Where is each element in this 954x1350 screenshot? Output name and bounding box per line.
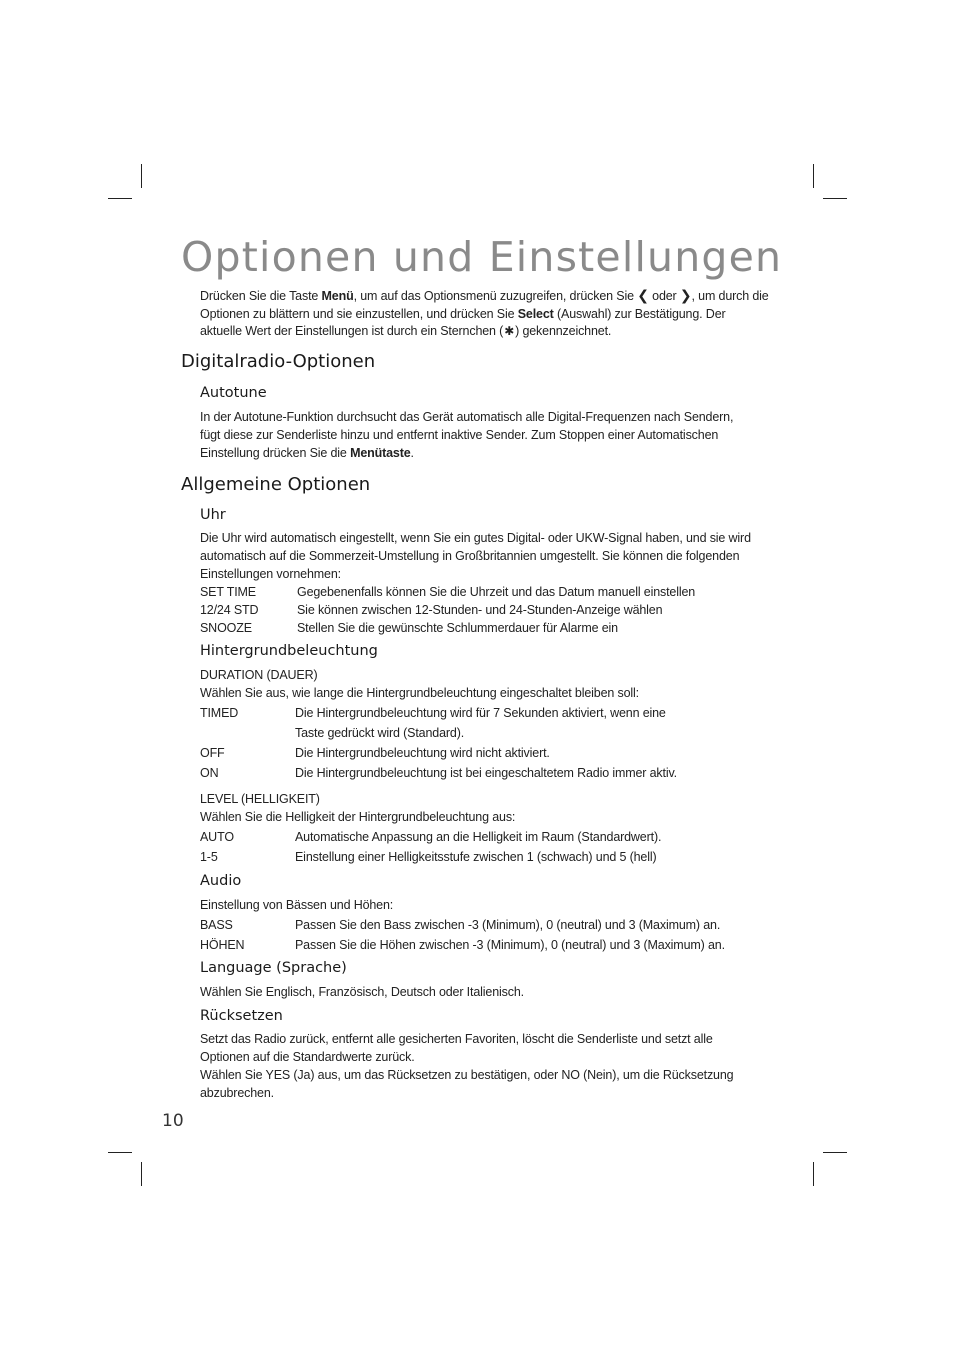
- row-value: Die Hintergrundbeleuchtung wird für 7 Sekunden aktiviert, wenn eine: [295, 706, 666, 720]
- intro-text: Drücken Sie die Taste: [200, 289, 322, 303]
- crop-mark: [108, 198, 132, 199]
- crop-mark: [141, 164, 142, 188]
- crop-mark: [141, 1162, 142, 1186]
- chevron-right-icon: ❯: [679, 287, 692, 303]
- row-value: Die Hintergrundbeleuchtung ist bei eingeschaltetem Radio immer aktiv.: [295, 766, 677, 780]
- reset-text: Wählen Sie YES (Ja) aus, um das Rücksetzen zu bestätigen, oder NO (Nein), um die Rücksetzung abzubrechen.: [200, 1068, 734, 1100]
- clock-row: [200, 601, 780, 619]
- row-value: Automatische Anpassung an die Helligkeit im Raum (Standardwert).: [295, 830, 662, 844]
- autotune-body: In der Autotune-Funktion durchsucht das Gerät automatisch alle Digital-Frequenzen nach Sendern, fügt diese zur Senderliste hinzu und entfernt inaktive Sender. Zum Stoppen einer Automatischen Einstellung drücken Sie die: [200, 410, 734, 460]
- row-key: BASS: [200, 918, 233, 932]
- row-value: Passen Sie den Bass zwischen -3 (Minimum), 0 (neutral) und 3 (Maximum) an.: [295, 918, 721, 932]
- intro-text: , um auf das Optionsmenü zuzugreifen, drücken Sie: [353, 289, 638, 303]
- language-text: Wählen Sie Englisch, Französisch, Deutsch oder Italienisch.: [200, 985, 524, 999]
- row-key: AUTO: [200, 830, 234, 844]
- row-value: Die Hintergrundbeleuchtung wird nicht aktiviert.: [295, 746, 550, 760]
- clock-row: [200, 583, 780, 601]
- row-key: SET TIME: [200, 585, 256, 599]
- duration-row: [200, 704, 780, 722]
- intro-text: , um durch die Optionen zu blättern und sie einzustellen, und drücken Sie: [200, 289, 769, 321]
- section-heading-general: Allgemeine Optionen: [181, 474, 371, 495]
- menu-key-label: Menü: [321, 289, 354, 303]
- subheading-autotune: Autotune: [200, 385, 267, 401]
- row-key: TIMED: [200, 706, 239, 720]
- page-title: Optionen und Einstellungen: [181, 233, 783, 281]
- duration-row: [200, 744, 780, 762]
- asterisk-icon: ✱: [504, 324, 515, 338]
- period: .: [410, 445, 414, 460]
- crop-mark: [823, 1152, 847, 1153]
- subheading-language: Language (Sprache): [200, 960, 347, 976]
- select-key-label: Select: [517, 306, 554, 321]
- audio-text: Einstellung von Bässen und Höhen:: [200, 898, 394, 912]
- level-text: Wählen Sie die Helligkeit der Hintergrundbeleuchtung aus:: [200, 810, 516, 824]
- crop-mark: [813, 1162, 814, 1186]
- clock-text: Die Uhr wird automatisch eingestellt, wenn Sie ein gutes Digital- oder UKW-Signal haben, und sie wird automatisch auf die Sommerzeit-Umstellung in Großbritannien umgestellt. Sie können die folgenden Einstellungen vornehmen:: [200, 531, 751, 581]
- row-key: 12/24 STD: [200, 603, 259, 617]
- chevron-left-icon: ❮: [637, 287, 649, 303]
- intro-text: ) gekennzeichnet.: [515, 324, 612, 338]
- duration-row: [200, 764, 780, 782]
- intro-text: (Auswahl) zur Bestätigung. Der aktuelle Wert der Einstellungen ist durch ein Sternchen (: [200, 306, 726, 338]
- row-key: OFF: [200, 746, 225, 760]
- row-value: Einstellung einer Helligkeitsstufe zwischen 1 (schwach) und 5 (hell): [295, 850, 657, 864]
- crop-mark: [108, 1152, 132, 1153]
- autotune-text: [200, 409, 740, 462]
- duration-label: DURATION (DAUER): [200, 668, 318, 682]
- subheading-backlight: Hintergrundbeleuchtung: [200, 643, 378, 659]
- duration-text: Wählen Sie aus, wie lange die Hintergrundbeleuchtung eingeschaltet bleiben soll:: [200, 686, 639, 700]
- row-key: SNOOZE: [200, 621, 252, 635]
- level-row: [200, 828, 780, 846]
- subheading-clock: Uhr: [200, 507, 226, 523]
- reset-text: Setzt das Radio zurück, entfernt alle gesicherten Favoriten, löscht die Senderliste und setzt alle Optionen auf die Standardwerte zurück.: [200, 1032, 713, 1064]
- row-key: ON: [200, 766, 219, 780]
- crop-mark: [813, 164, 814, 188]
- audio-row: [200, 936, 780, 954]
- intro-text: oder: [648, 289, 680, 303]
- level-row: [200, 848, 780, 866]
- row-value: Gegebenenfalls können Sie die Uhrzeit und das Datum manuell einstellen: [297, 585, 696, 599]
- subheading-audio: Audio: [200, 873, 242, 889]
- row-value: Passen Sie die Höhen zwischen -3 (Minimum), 0 (neutral) und 3 (Maximum) an.: [295, 938, 725, 952]
- level-label: LEVEL (HELLIGKEIT): [200, 792, 320, 806]
- row-key: 1-5: [200, 850, 218, 864]
- subheading-reset: Rücksetzen: [200, 1008, 283, 1024]
- clock-row: [200, 619, 780, 637]
- row-key: HÖHEN: [200, 938, 245, 952]
- duration-row: [200, 724, 780, 742]
- intro-paragraph: [200, 288, 770, 341]
- row-value: Stellen Sie die gewünschte Schlummerdauer für Alarme ein: [297, 621, 618, 635]
- section-heading-digital: Digitalradio-Optionen: [181, 351, 376, 372]
- crop-mark: [823, 198, 847, 199]
- audio-row: [200, 916, 780, 934]
- row-value: Taste gedrückt wird (Standard).: [295, 726, 465, 740]
- menu-key-label: Menütaste: [350, 445, 411, 460]
- page-number: 10: [162, 1111, 184, 1131]
- row-value: Sie können zwischen 12-Stunden- und 24-Stunden-Anzeige wählen: [297, 603, 663, 617]
